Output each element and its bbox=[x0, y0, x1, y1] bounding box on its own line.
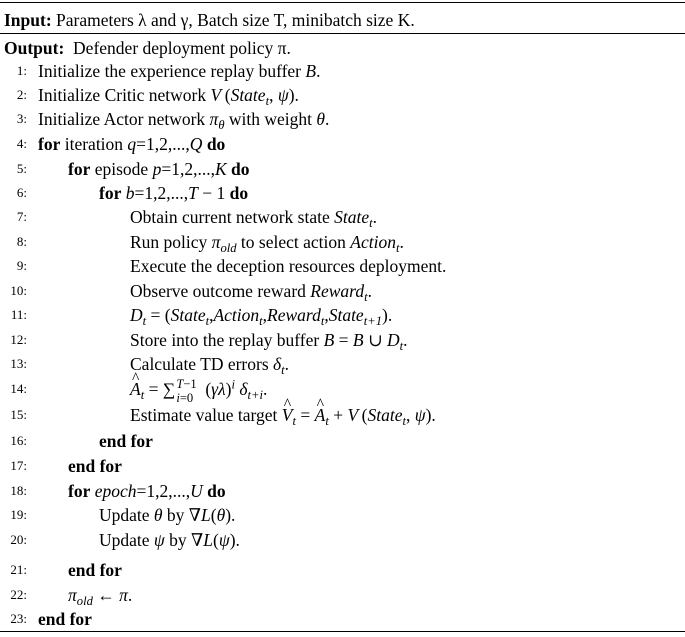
line-number: 13: bbox=[10, 356, 27, 371]
line-text: Calculate TD errors $\delta_t$. bbox=[130, 354, 290, 378]
line-number: 22: bbox=[10, 587, 27, 602]
line-text: for b=1,2,...,T − 1 do bbox=[99, 183, 249, 203]
line-text: A $\^{}_t$ = ∑ T−1 i=0 $(\gamma\lambda)^i$ $\delta_{t+i}$. bbox=[130, 377, 267, 401]
line-number: 5: bbox=[16, 161, 27, 176]
line-number: 18: bbox=[10, 483, 27, 498]
line-number: 16: bbox=[10, 433, 27, 448]
top-rule bbox=[0, 2, 685, 3]
line-text: Initialize Actor network $\pi_\theta$ with weight θ. bbox=[38, 109, 330, 133]
line-number: 4: bbox=[16, 136, 27, 151]
line-text: Update θ by ∇L(θ). bbox=[99, 505, 236, 525]
line-text: Estimate value target V $\^{}_t = A$ $\^{}_t + V$ (State$_t$, ψ). bbox=[130, 403, 436, 427]
line-text: $\pi_{old}$ ← π. bbox=[68, 585, 133, 609]
line-number: 1: bbox=[16, 63, 27, 78]
line-number: 9: bbox=[16, 258, 27, 273]
line-number: 7: bbox=[16, 209, 27, 224]
input-label: Input: bbox=[4, 10, 52, 30]
line-text: end for bbox=[68, 456, 122, 476]
line-text: Store into the replay buffer B = B ∪ $D_t$. bbox=[130, 330, 408, 354]
line-number: 11: bbox=[10, 307, 27, 322]
line-number: 20: bbox=[10, 532, 27, 547]
line-number: 14: bbox=[10, 381, 27, 396]
line-text: Observe outcome reward Reward$_t$. bbox=[130, 281, 372, 305]
line-text: Initialize Critic network V (State$_t$, ψ). bbox=[38, 85, 299, 109]
line-text: for epoch=1,2,...,U do bbox=[68, 481, 226, 501]
output-text: Defender deployment policy π. bbox=[73, 38, 291, 58]
line-text: Run policy $\pi_{old}$ to select action Action$_t$. bbox=[130, 232, 404, 256]
line-text: $D_t$ = (State$_t$,Action$_t$,Reward$_t$,State$_{t+1}$). bbox=[130, 305, 393, 329]
line-text: Execute the deception resources deployment. bbox=[130, 256, 447, 276]
line-text: for episode p=1,2,...,K do bbox=[68, 159, 250, 179]
output-label: Output: bbox=[4, 38, 65, 58]
input-text: Parameters λ and γ, Batch size T, minibatch size K. bbox=[56, 10, 415, 30]
line-number: 19: bbox=[10, 507, 27, 522]
line-text: end for bbox=[68, 560, 122, 580]
line-text: end for bbox=[38, 609, 92, 629]
line-text: end for bbox=[99, 431, 153, 451]
line-number: 10: bbox=[10, 283, 27, 298]
line-number: 3: bbox=[16, 111, 27, 126]
line-text: Initialize the experience replay buffer B. bbox=[38, 61, 321, 81]
line-text: for iteration q=1,2,...,Q do bbox=[38, 134, 226, 154]
line-number: 6: bbox=[16, 185, 27, 200]
line-number: 17: bbox=[10, 458, 27, 473]
line-text: Update ψ by ∇L(ψ). bbox=[99, 530, 240, 550]
line-number: 23: bbox=[10, 611, 27, 626]
line-number: 21: bbox=[10, 562, 27, 577]
line-text: Obtain current network state State$_t$. bbox=[130, 207, 377, 231]
line-number: 2: bbox=[16, 87, 27, 102]
header-rule bbox=[0, 33, 685, 34]
line-number: 8: bbox=[16, 234, 27, 249]
line-number: 15: bbox=[10, 407, 27, 422]
bottom-rule bbox=[0, 631, 685, 632]
line-number: 12: bbox=[10, 332, 27, 347]
